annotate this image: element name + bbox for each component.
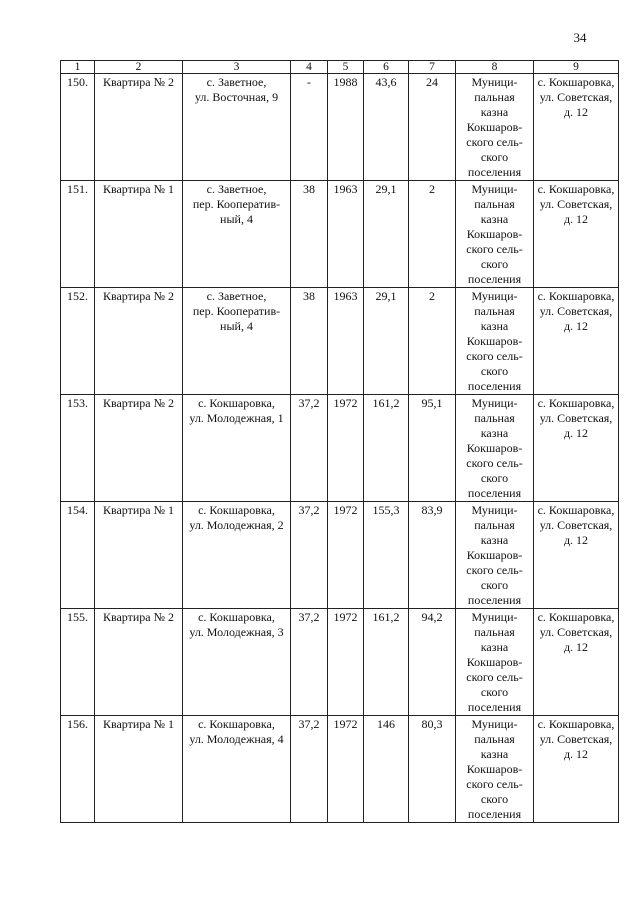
owner-cell-line: пальная [474, 625, 515, 639]
owner-cell-line: Кокшаров- [466, 334, 523, 348]
table-row [61, 609, 619, 716]
row-number-cell: 153. [61, 395, 95, 502]
owner-cell-line: пальная [474, 90, 515, 104]
column-4-cell: - [291, 74, 328, 181]
owner-cell-line: поселения [467, 379, 522, 393]
year-cell: 1972 [328, 395, 364, 502]
table-row [61, 288, 619, 395]
address-cell [183, 181, 291, 288]
column-4-cell: 37,2 [291, 716, 328, 823]
object-name-cell: Квартира № 2 [95, 74, 183, 181]
owner-cell-line: Кокшаров- [466, 227, 523, 241]
holder-address-cell-line: с. Кокшаровка, [537, 717, 615, 731]
owner-cell-line: Муници- [471, 717, 518, 731]
owner-cell-line: поселения [467, 272, 522, 286]
holder-address-cell-line: д. 12 [563, 319, 589, 333]
column-6-cell: 155,3 [364, 502, 409, 609]
column-6-cell: 29,1 [364, 288, 409, 395]
holder-address-cell-line: с. Кокшаровка, [537, 289, 615, 303]
address-cell [183, 74, 291, 181]
address-cell-line: с. Заветное, [206, 75, 267, 89]
address-cell [183, 716, 291, 823]
column-7-cell: 94,2 [409, 609, 456, 716]
address-cell-line: пер. Кооператив- [192, 304, 281, 318]
row-number-cell: 156. [61, 716, 95, 823]
column-header: 5 [328, 61, 364, 74]
owner-cell-line: ского [480, 792, 509, 806]
owner-cell-line: казна [480, 640, 509, 654]
holder-address-cell-line: с. Кокшаровка, [537, 75, 615, 89]
row-number-cell: 151. [61, 181, 95, 288]
holder-address-cell-line: ул. Советская, [539, 411, 613, 425]
address-cell-line: ул. Молодежная, 1 [189, 411, 284, 425]
holder-address-cell-line: д. 12 [563, 747, 589, 761]
table-row [61, 716, 619, 823]
column-header: 6 [364, 61, 409, 74]
owner-cell-line: ского [480, 364, 509, 378]
row-number-cell: 152. [61, 288, 95, 395]
address-cell-line: пер. Кооператив- [192, 197, 281, 211]
table-row [61, 181, 619, 288]
column-header: 2 [95, 61, 183, 74]
owner-cell-line: ского [480, 257, 509, 271]
owner-cell-line: ского сель- [466, 670, 523, 684]
owner-cell-line: ского сель- [466, 777, 523, 791]
address-cell-line: ул. Восточная, 9 [194, 90, 279, 104]
owner-cell-line: ского сель- [466, 349, 523, 363]
address-cell [183, 609, 291, 716]
owner-cell-line: Муници- [471, 610, 518, 624]
object-name-cell: Квартира № 2 [95, 288, 183, 395]
owner-cell-line: ского сель- [466, 135, 523, 149]
holder-address-cell [534, 395, 619, 502]
object-name-cell: Квартира № 1 [95, 181, 183, 288]
owner-cell-line: казна [480, 747, 509, 761]
owner-cell-line: казна [480, 212, 509, 226]
registry-body [61, 74, 619, 823]
address-cell-line: с. Кокшаровка, [198, 717, 275, 731]
owner-cell-line: пальная [474, 304, 515, 318]
column-7-cell: 83,9 [409, 502, 456, 609]
address-cell-line: ул. Молодежная, 2 [189, 518, 284, 532]
address-cell-line: с. Кокшаровка, [198, 610, 275, 624]
owner-cell-line: Кокшаров- [466, 548, 523, 562]
owner-cell-line: пальная [474, 518, 515, 532]
owner-cell-line: ского сель- [466, 242, 523, 256]
owner-cell-line: ского сель- [466, 456, 523, 470]
year-cell: 1988 [328, 74, 364, 181]
object-name-cell: Квартира № 1 [95, 502, 183, 609]
address-cell-line: ный, 4 [220, 212, 253, 226]
column-header: 8 [456, 61, 534, 74]
holder-address-cell [534, 288, 619, 395]
page-number: 34 [573, 30, 587, 45]
owner-cell [456, 181, 534, 288]
owner-cell-line: казна [480, 533, 509, 547]
owner-cell-line: поселения [467, 165, 522, 179]
owner-cell-line: Кокшаров- [466, 441, 523, 455]
holder-address-cell-line: д. 12 [563, 426, 589, 440]
column-6-cell: 161,2 [364, 395, 409, 502]
property-registry-table [60, 60, 619, 823]
table-row [61, 74, 619, 181]
column-header: 4 [291, 61, 328, 74]
holder-address-cell-line: ул. Советская, [539, 518, 613, 532]
owner-cell-line: Кокшаров- [466, 120, 523, 134]
holder-address-cell [534, 502, 619, 609]
address-cell-line: ул. Молодежная, 4 [189, 732, 284, 746]
owner-cell-line: казна [480, 426, 509, 440]
column-header: 3 [183, 61, 291, 74]
owner-cell-line: ского [480, 578, 509, 592]
owner-cell [456, 395, 534, 502]
holder-address-cell-line: д. 12 [563, 640, 589, 654]
owner-cell-line: поселения [467, 807, 522, 821]
address-cell-line: с. Кокшаровка, [198, 503, 275, 517]
object-name-cell: Квартира № 2 [95, 395, 183, 502]
owner-cell-line: ского [480, 150, 509, 164]
column-number-row [61, 61, 619, 74]
holder-address-cell-line: ул. Советская, [539, 304, 613, 318]
owner-cell-line: поселения [467, 486, 522, 500]
holder-address-cell-line: ул. Советская, [539, 197, 613, 211]
row-number-cell: 150. [61, 74, 95, 181]
column-4-cell: 38 [291, 288, 328, 395]
address-cell-line: ный, 4 [220, 319, 253, 333]
column-header: 1 [61, 61, 95, 74]
owner-cell-line: Муници- [471, 75, 518, 89]
year-cell: 1972 [328, 716, 364, 823]
holder-address-cell-line: д. 12 [563, 105, 589, 119]
owner-cell-line: ского [480, 685, 509, 699]
holder-address-cell-line: с. Кокшаровка, [537, 182, 615, 196]
owner-cell-line: Муници- [471, 396, 518, 410]
owner-cell [456, 74, 534, 181]
row-number-cell: 155. [61, 609, 95, 716]
column-6-cell: 43,6 [364, 74, 409, 181]
owner-cell [456, 716, 534, 823]
holder-address-cell-line: ул. Советская, [539, 625, 613, 639]
column-7-cell: 2 [409, 181, 456, 288]
owner-cell-line: Кокшаров- [466, 762, 523, 776]
column-7-cell: 95,1 [409, 395, 456, 502]
holder-address-cell-line: с. Кокшаровка, [537, 396, 615, 410]
column-header: 9 [534, 61, 619, 74]
holder-address-cell [534, 716, 619, 823]
year-cell: 1963 [328, 181, 364, 288]
object-name-cell: Квартира № 1 [95, 716, 183, 823]
object-name-cell: Квартира № 2 [95, 609, 183, 716]
column-4-cell: 37,2 [291, 609, 328, 716]
address-cell [183, 288, 291, 395]
table-row [61, 502, 619, 609]
address-cell [183, 502, 291, 609]
owner-cell [456, 609, 534, 716]
column-7-cell: 80,3 [409, 716, 456, 823]
owner-cell-line: казна [480, 105, 509, 119]
holder-address-cell-line: с. Кокшаровка, [537, 503, 615, 517]
owner-cell-line: ского [480, 471, 509, 485]
owner-cell-line: Муници- [471, 503, 518, 517]
column-header: 7 [409, 61, 456, 74]
column-6-cell: 146 [364, 716, 409, 823]
owner-cell-line: Кокшаров- [466, 655, 523, 669]
holder-address-cell [534, 609, 619, 716]
table-row [61, 395, 619, 502]
address-cell-line: с. Кокшаровка, [198, 396, 275, 410]
owner-cell-line: пальная [474, 732, 515, 746]
owner-cell-line: пальная [474, 197, 515, 211]
column-7-cell: 24 [409, 74, 456, 181]
year-cell: 1972 [328, 502, 364, 609]
owner-cell-line: ского сель- [466, 563, 523, 577]
owner-cell [456, 502, 534, 609]
holder-address-cell-line: д. 12 [563, 533, 589, 547]
column-4-cell: 37,2 [291, 502, 328, 609]
owner-cell-line: пальная [474, 411, 515, 425]
column-7-cell: 2 [409, 288, 456, 395]
owner-cell-line: поселения [467, 700, 522, 714]
year-cell: 1963 [328, 288, 364, 395]
year-cell: 1972 [328, 609, 364, 716]
row-number-cell: 154. [61, 502, 95, 609]
holder-address-cell-line: д. 12 [563, 212, 589, 226]
holder-address-cell-line: ул. Советская, [539, 90, 613, 104]
holder-address-cell [534, 181, 619, 288]
column-4-cell: 38 [291, 181, 328, 288]
address-cell-line: с. Заветное, [206, 182, 267, 196]
owner-cell-line: Муници- [471, 289, 518, 303]
holder-address-cell-line: ул. Советская, [539, 732, 613, 746]
owner-cell-line: казна [480, 319, 509, 333]
address-cell-line: ул. Молодежная, 3 [189, 625, 284, 639]
holder-address-cell [534, 74, 619, 181]
address-cell-line: с. Заветное, [206, 289, 267, 303]
column-6-cell: 161,2 [364, 609, 409, 716]
owner-cell-line: поселения [467, 593, 522, 607]
address-cell [183, 395, 291, 502]
column-6-cell: 29,1 [364, 181, 409, 288]
owner-cell-line: Муници- [471, 182, 518, 196]
column-4-cell: 37,2 [291, 395, 328, 502]
holder-address-cell-line: с. Кокшаровка, [537, 610, 615, 624]
owner-cell [456, 288, 534, 395]
